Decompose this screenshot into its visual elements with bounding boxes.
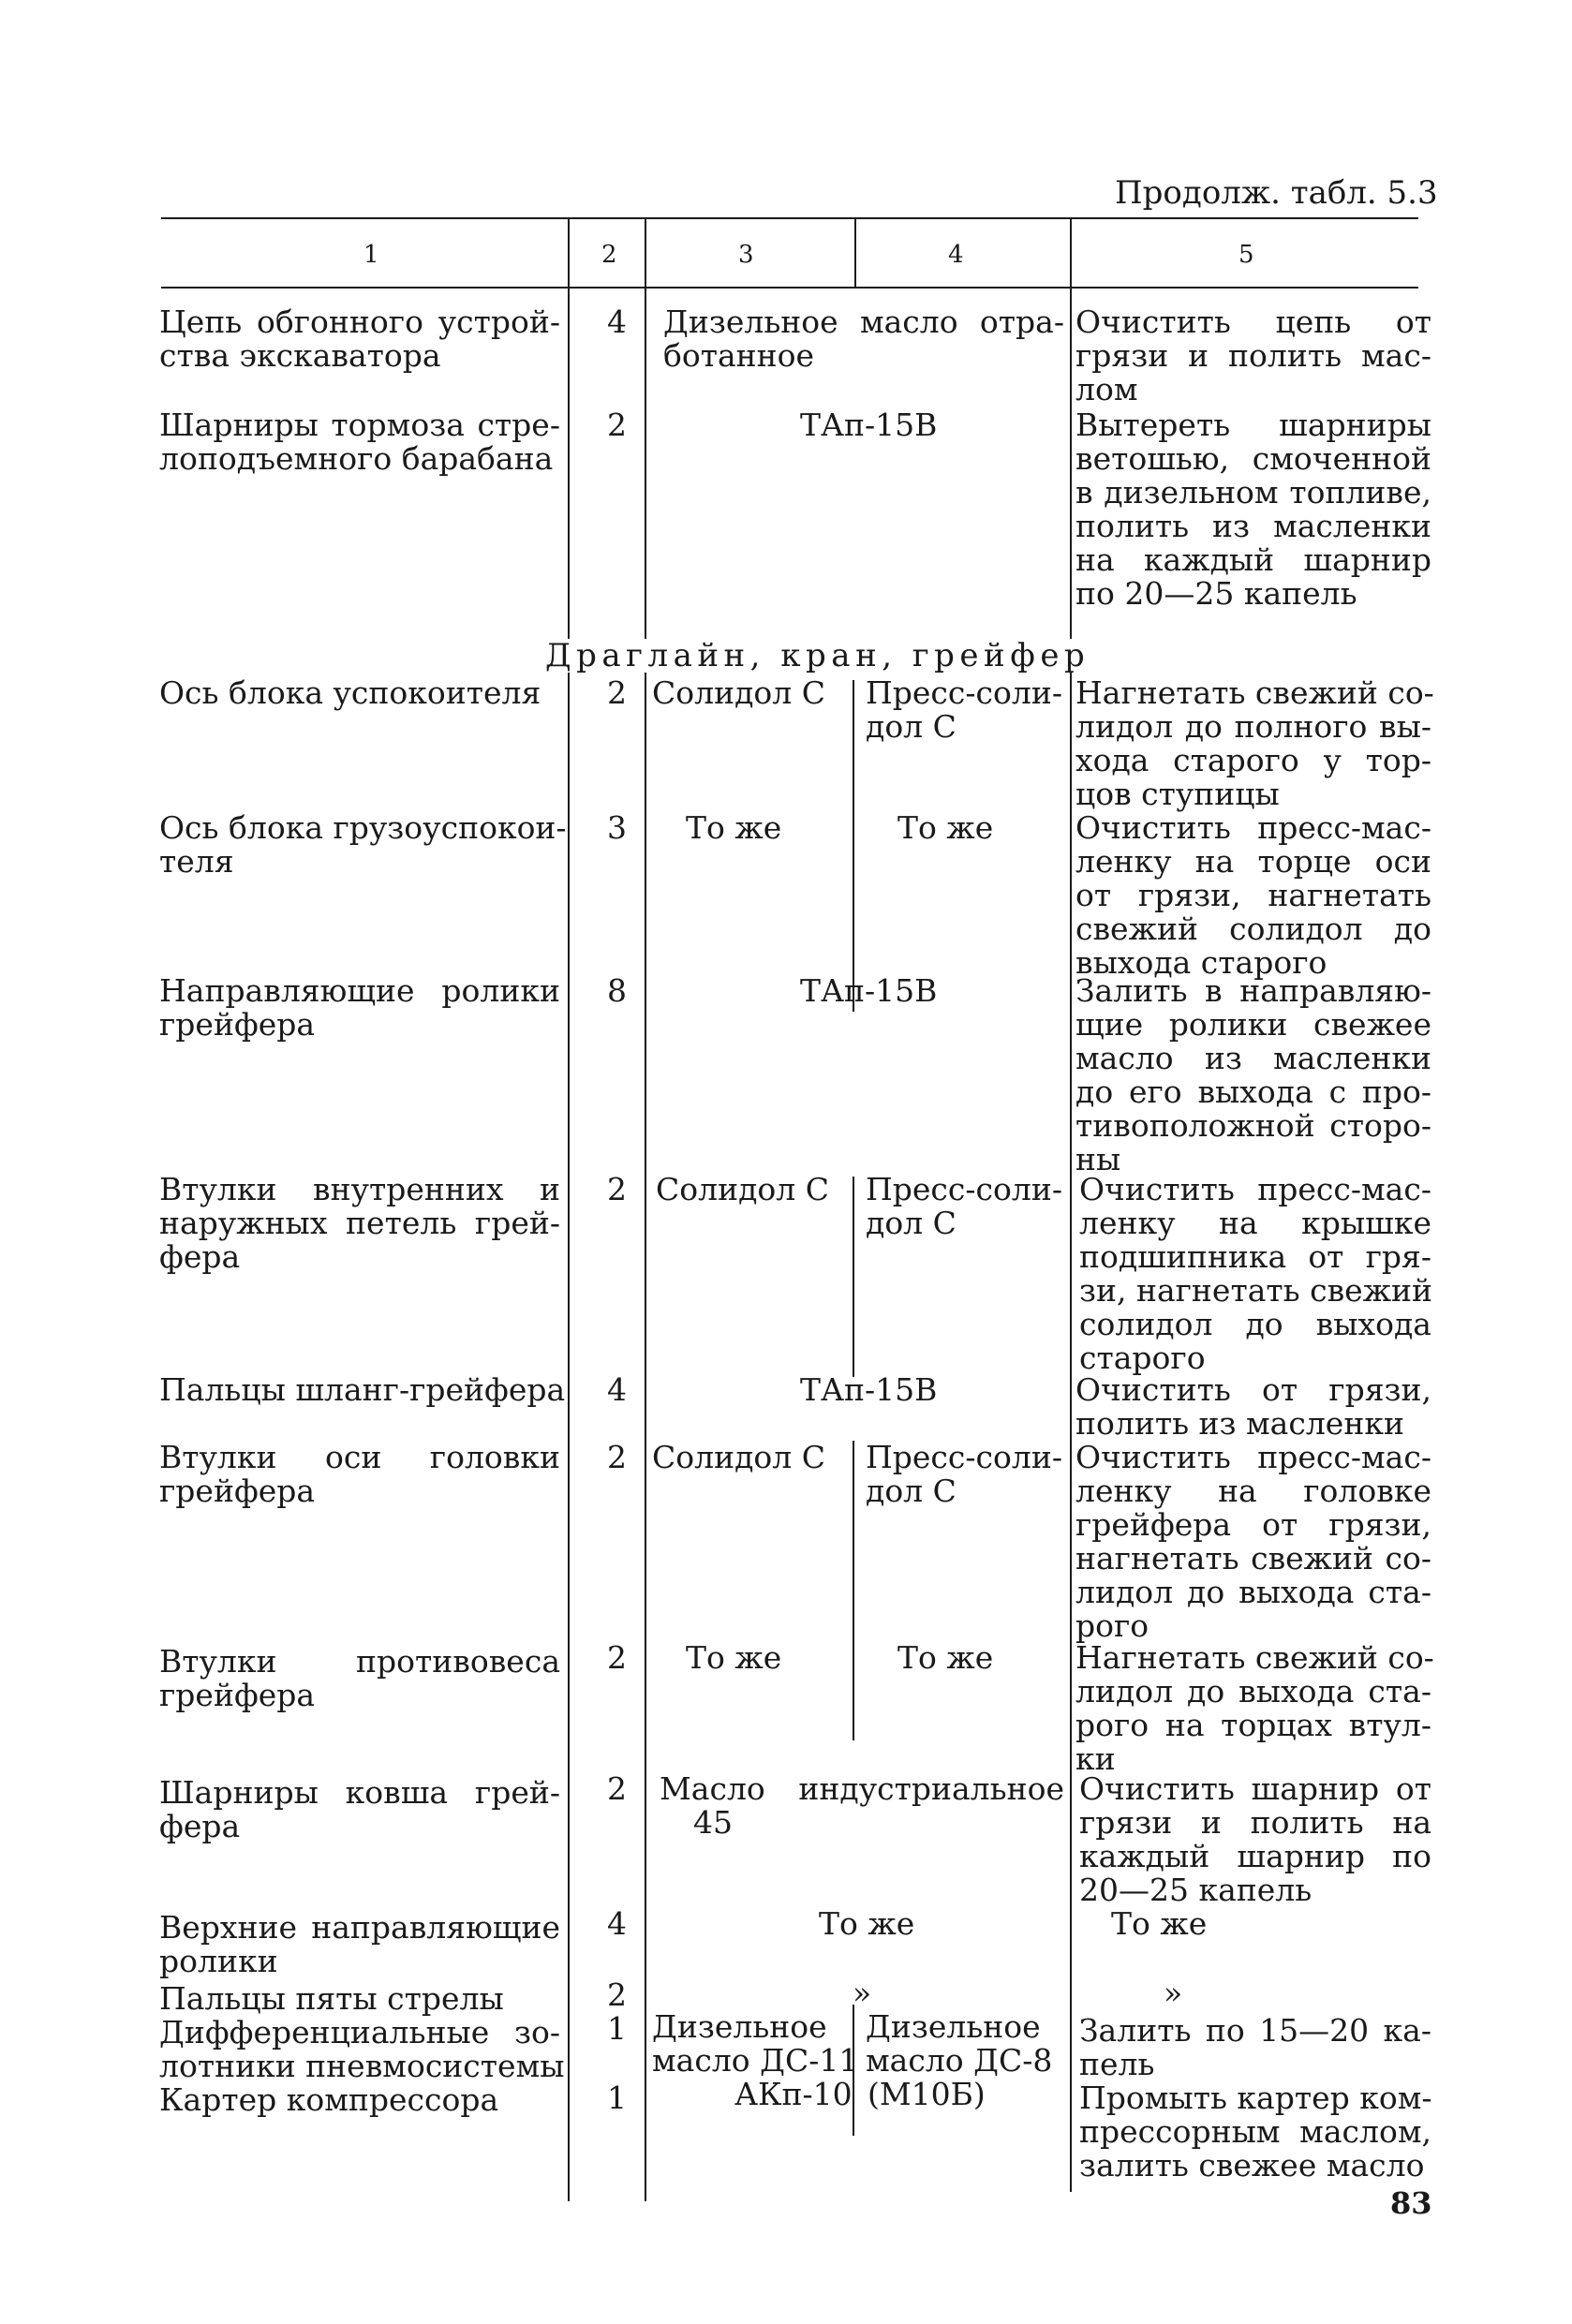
row-6-name-line-2: наружных петель грей-	[159, 1205, 560, 1241]
col-header-2: 2	[601, 241, 617, 269]
row-11-lubricant: То же	[819, 1905, 915, 1942]
row-2-action-line-2: ветошью, смоченной	[1075, 440, 1431, 477]
row-8-method-line-1: Пресс-соли-	[866, 1439, 1063, 1475]
row-13-action-line-1: Залить по 15—20 ка-	[1079, 2012, 1431, 2049]
row-6-method-line-2: дол С	[866, 1205, 957, 1241]
col-header-4: 4	[948, 241, 964, 269]
row-8-name-line-1: Втулки оси головки	[159, 1439, 560, 1475]
row-4-name-line-2: теля	[159, 843, 234, 880]
row-3-name-line-1: Ось блока успокоителя	[159, 674, 541, 711]
row-9-action-line-1: Нагнетать свежий со-	[1075, 1639, 1434, 1676]
row-1-name-line-2: ства экскаватора	[159, 337, 441, 374]
row-9-name-line-2: грейфера	[159, 1677, 316, 1713]
row-6-action-line-5: солидол до выхода	[1079, 1306, 1431, 1342]
row-13-action-line-2: пель	[1079, 2046, 1155, 2082]
row-3-method-line-1: Пресс-соли-	[866, 674, 1063, 711]
row-7-count: 4	[607, 1371, 627, 1408]
row-4-method: То же	[897, 809, 994, 846]
row-4-count: 3	[607, 809, 627, 846]
col-sep-3-4	[853, 1441, 854, 1740]
row-4-action-line-5: выхода старого	[1075, 944, 1327, 981]
page-number: 83	[1390, 2185, 1432, 2221]
row-8-action-line-1: Очистить пресс-мас-	[1075, 1439, 1431, 1475]
header-bottom-rule	[161, 287, 1418, 289]
row-10-lubricant-line-1: Масло индустриальное	[660, 1770, 1064, 1807]
col-sep-3-4	[853, 680, 854, 1012]
row-6-name-line-3: фера	[159, 1238, 241, 1275]
row-4-name-line-1: Ось блока грузоуспокои-	[159, 809, 567, 846]
row-1-name-line-1: Цепь обгонного устрой-	[159, 303, 560, 340]
row-1-count: 4	[607, 303, 627, 340]
row-1-action-line-2: грязи и полить мас-	[1075, 337, 1431, 374]
row-8-action-line-4: нагнетать свежий со-	[1075, 1540, 1431, 1576]
row-5-lubricant: ТАп-15В	[800, 972, 938, 1009]
row-10-name-line-2: фера	[159, 1808, 241, 1844]
row-6-lubricant: Солидол С	[656, 1171, 829, 1207]
row-4-action-line-3: от грязи, нагнетать	[1075, 877, 1431, 913]
row-8-action-line-2: ленку на головке	[1075, 1473, 1431, 1509]
row-1-action-line-3: лом	[1075, 371, 1138, 407]
row-9-action-line-2: лидол до выхода ста-	[1075, 1673, 1431, 1710]
row-8-action-line-6: рого	[1075, 1607, 1149, 1644]
col-header-3: 3	[738, 241, 754, 269]
row-9-action-line-3: рого на торцах втул-	[1075, 1707, 1431, 1743]
row-10-lubricant-line-2: 45	[693, 1804, 733, 1841]
row-7-action-line-1: Очистить от грязи,	[1075, 1371, 1431, 1408]
row-4-action-line-2: ленку на торце оси	[1075, 843, 1431, 880]
row-2-action-line-4: полить из масленки	[1075, 508, 1431, 544]
row-8-method-line-2: дол С	[866, 1473, 957, 1509]
col-sep-4-5	[1070, 217, 1072, 2192]
col-sep-2-3	[645, 217, 646, 2201]
row-13-lubricant-line-2: масло ДС-11	[652, 2042, 859, 2079]
row-14-action-line-3: залить свежее масло	[1079, 2147, 1425, 2183]
row-5-action-line-4: до его выхода с про-	[1075, 1073, 1431, 1110]
row-4-action-line-1: Очистить пресс-мас-	[1075, 809, 1431, 846]
row-8-lubricant: Солидол С	[652, 1439, 825, 1475]
row-3-action-line-1: Нагнетать свежий со-	[1075, 674, 1434, 711]
row-12-action: »	[1164, 1975, 1183, 2011]
row-3-action-line-2: лидол до полного вы-	[1075, 708, 1431, 745]
row-4-lubricant: То же	[686, 809, 782, 846]
row-10-action-line-1: Очистить шарнир от	[1079, 1770, 1431, 1807]
row-12-count: 2	[607, 1976, 627, 2013]
row-5-action-line-5: тивоположной сторо-	[1075, 1107, 1431, 1144]
row-13-name-line-1: Дифференциальные зо-	[159, 2014, 560, 2050]
row-13-count: 1	[607, 2010, 627, 2047]
row-1-lubricant-line-2: ботанное	[663, 337, 815, 374]
row-13-name-line-2: лотники пневмосистемы	[159, 2048, 565, 2084]
row-5-name-line-2: грейфера	[159, 1006, 316, 1043]
row-2-lubricant: ТАп-15В	[800, 407, 938, 443]
row-14-lubricant: АКп-10	[734, 2076, 853, 2112]
table-caption: Продолж. табл. 5.3	[1115, 174, 1438, 212]
row-10-action-line-4: 20—25 капель	[1079, 1872, 1312, 1908]
row-2-action-line-3: в дизельном топливе,	[1075, 474, 1431, 511]
row-6-action-line-2: ленку на крышке	[1079, 1205, 1431, 1241]
row-14-action-line-2: прессорным маслом,	[1079, 2113, 1431, 2150]
row-5-action-line-2: щие ролики свежее	[1075, 1006, 1431, 1043]
row-6-action-line-6: старого	[1079, 1340, 1206, 1376]
row-13-lubricant-line-1: Дизельное	[652, 2008, 827, 2045]
row-3-count: 2	[607, 674, 627, 711]
row-4-action-line-4: свежий солидол до	[1075, 910, 1431, 947]
row-13-alt-line-1: Дизельное	[866, 2008, 1041, 2045]
row-10-action-line-2: грязи и полить на	[1079, 1804, 1431, 1841]
row-8-action-line-5: лидол до выхода ста-	[1075, 1574, 1431, 1610]
col-header-1: 1	[363, 241, 379, 269]
row-2-action-line-6: по 20—25 капель	[1075, 575, 1357, 612]
row-3-action-line-4: цов ступицы	[1075, 776, 1280, 812]
row-11-name-line-2: ролики	[159, 1943, 278, 1979]
col-header-5: 5	[1238, 241, 1254, 269]
row-11-name-line-1: Верхние направляющие	[159, 1909, 560, 1946]
row-9-lubricant: То же	[686, 1639, 782, 1676]
row-6-action-line-4: зи, нагнетать свежий	[1079, 1272, 1433, 1309]
row-1-action-line-1: Очистить цепь от	[1075, 303, 1431, 340]
row-5-action-line-3: масло из масленки	[1075, 1040, 1431, 1076]
row-9-method: То же	[897, 1639, 994, 1676]
row-3-action-line-3: хода старого у тор-	[1075, 742, 1431, 778]
row-10-count: 2	[607, 1770, 627, 1807]
header-top-rule	[161, 217, 1418, 219]
row-2-count: 2	[607, 407, 627, 443]
row-2-name-line-1: Шарниры тормоза стре-	[159, 407, 560, 443]
row-9-count: 2	[607, 1639, 627, 1676]
row-6-action-line-1: Очистить пресс-мас-	[1079, 1171, 1431, 1207]
row-12-name-line-1: Пальцы пяты стрелы	[159, 1980, 504, 2017]
row-5-action-line-1: Залить в направляю-	[1075, 972, 1431, 1009]
row-14-action-line-1: Промыть картер ком-	[1079, 2080, 1432, 2116]
col-sep-1-2	[568, 217, 570, 2201]
row-6-count: 2	[607, 1171, 627, 1207]
row-12-lubricant: »	[853, 1975, 872, 2011]
row-13-alt-line-2: масло ДС-8	[866, 2042, 1053, 2079]
row-2-name-line-2: лоподъемного барабана	[159, 440, 554, 477]
row-10-action-line-3: каждый шарнир по	[1079, 1838, 1431, 1874]
row-7-action-line-2: полить из масленки	[1075, 1405, 1404, 1442]
row-6-name-line-1: Втулки внутренних и	[159, 1171, 560, 1207]
row-7-lubricant: ТАп-15В	[800, 1371, 938, 1408]
row-3-lubricant: Солидол С	[652, 674, 825, 711]
row-1-lubricant-line-1: Дизельное масло отра-	[663, 303, 1064, 340]
col-sep-3-4-header	[854, 217, 856, 287]
row-2-action-line-1: Вытереть шарниры	[1075, 407, 1431, 443]
row-8-name-line-2: грейфера	[159, 1473, 316, 1509]
row-5-action-line-6: ны	[1075, 1141, 1121, 1177]
row-11-action: То же	[1111, 1905, 1208, 1942]
row-2-action-line-5: на каждый шарнир	[1075, 541, 1431, 578]
row-5-name-line-1: Направляющие ролики	[159, 972, 560, 1009]
row-10-name-line-1: Шарниры ковша грей-	[159, 1774, 560, 1811]
row-3-method-line-2: дол С	[866, 708, 957, 745]
row-8-action-line-3: грейфера от грязи,	[1075, 1506, 1431, 1543]
row-6-method-line-1: Пресс-соли-	[866, 1171, 1063, 1207]
col-sep-3-4	[853, 1177, 854, 1377]
row-11-count: 4	[607, 1905, 627, 1942]
section-heading: Драглайн, кран, грейфер	[545, 637, 1090, 674]
row-8-count: 2	[607, 1439, 627, 1475]
row-14-name-line-1: Картер компрессора	[159, 2081, 499, 2118]
row-14-count: 1	[607, 2080, 627, 2116]
row-9-name-line-1: Втулки противовеса	[159, 1643, 560, 1680]
row-5-count: 8	[607, 972, 627, 1009]
row-9-action-line-4: ки	[1075, 1740, 1116, 1777]
row-14-alt: (М10Б)	[868, 2076, 986, 2112]
row-7-name-line-1: Пальцы шланг-грейфера	[159, 1371, 566, 1408]
row-6-action-line-3: подшипника от гря-	[1079, 1238, 1431, 1275]
